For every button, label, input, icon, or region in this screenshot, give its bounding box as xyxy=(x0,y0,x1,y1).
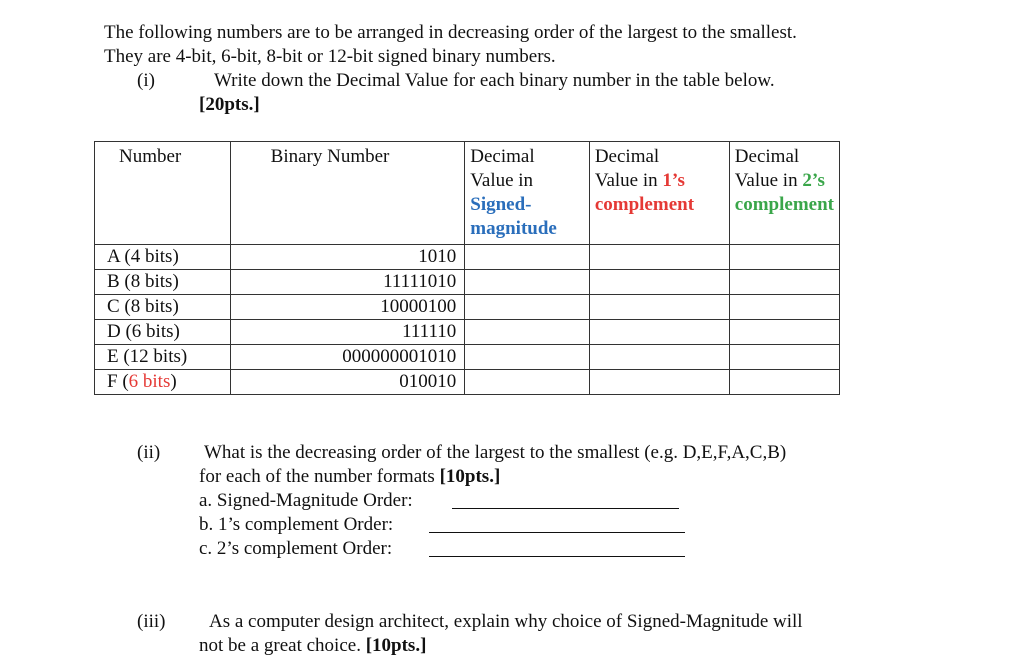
part-i-points: [20pts.] xyxy=(199,94,260,115)
answer-a-label: a. Signed-Magnitude Order: xyxy=(199,490,413,511)
table-row xyxy=(95,295,840,320)
part-iii-line-1: As a computer design architect, explain why choice of Signed-Magnitude will xyxy=(209,611,803,632)
header-oc-line-2 xyxy=(595,169,724,193)
answer-cell-sm-e[interactable] xyxy=(465,345,590,370)
table-row xyxy=(95,345,840,370)
table-row xyxy=(95,370,840,395)
answer-cell-sm-d[interactable] xyxy=(465,320,590,345)
header-sm-line-4: magnitude xyxy=(470,218,557,239)
part-ii-points: [10pts.] xyxy=(439,466,501,487)
header-number xyxy=(95,142,231,245)
header-tc-line-2b: 2’s xyxy=(802,170,825,191)
row-binary-a: 1010 xyxy=(230,245,465,270)
row-label-f xyxy=(95,370,231,395)
header-oc-line-3: complement xyxy=(594,194,695,215)
header-tc-line-3: complement xyxy=(734,194,834,215)
part-iii-label: (iii) xyxy=(137,611,166,632)
header-binary-label: Binary Number xyxy=(270,146,390,167)
answer-a-blank[interactable] xyxy=(452,490,679,509)
answer-cell-oc-d[interactable] xyxy=(589,320,729,345)
answer-cell-oc-f[interactable] xyxy=(589,370,729,395)
row-binary-e: 000000001010 xyxy=(230,345,465,370)
answer-cell-sm-f[interactable] xyxy=(465,370,590,395)
answer-b-blank[interactable] xyxy=(429,514,685,533)
header-oc-line-2a: Value in xyxy=(594,170,663,191)
table-row xyxy=(95,320,840,345)
part-i-instruction: Write down the Decimal Value for each binary number in the table below. xyxy=(214,70,775,91)
answer-cell-sm-b[interactable] xyxy=(465,270,590,295)
answer-c-label: c. 2’s complement Order: xyxy=(199,538,393,559)
row-label-a: A (4 bits) xyxy=(95,245,231,270)
header-sm-line-3: Signed- xyxy=(470,194,532,215)
answer-cell-oc-c[interactable] xyxy=(589,295,729,320)
answer-cell-oc-b[interactable] xyxy=(589,270,729,295)
header-oc-line-1: Decimal xyxy=(594,146,660,167)
header-sm-line-1: Decimal xyxy=(470,146,535,167)
header-tc-line-2 xyxy=(735,169,834,193)
row-label-c: C (8 bits) xyxy=(95,295,231,320)
part-ii-label: (ii) xyxy=(137,442,161,463)
row-label-b: B (8 bits) xyxy=(95,270,231,295)
answer-cell-tc-d[interactable] xyxy=(729,320,839,345)
table-header-row xyxy=(95,142,840,245)
answer-cell-tc-f[interactable] xyxy=(729,370,839,395)
row-binary-f: 010010 xyxy=(230,370,465,395)
part-ii-line-2 xyxy=(199,465,500,489)
answer-b-label: b. 1’s complement Order: xyxy=(199,514,394,535)
row-label-e: E (12 bits) xyxy=(95,345,231,370)
binary-value-table xyxy=(94,141,840,395)
answer-cell-sm-c[interactable] xyxy=(465,295,590,320)
table-row xyxy=(95,245,840,270)
answer-cell-tc-c[interactable] xyxy=(729,295,839,320)
header-tc-line-1: Decimal xyxy=(734,146,800,167)
row-label-f-post: ) xyxy=(170,371,177,392)
part-iii-points: [10pts.] xyxy=(365,635,427,656)
row-binary-d: 111110 xyxy=(230,320,465,345)
intro-line-2: They are 4-bit, 6-bit, 8-bit or 12-bit signed binary numbers. xyxy=(104,46,556,67)
row-binary-c: 10000100 xyxy=(230,295,465,320)
header-number-label: Number xyxy=(119,146,182,167)
header-oc-line-2b: 1’s xyxy=(662,170,685,191)
part-iii-line-2 xyxy=(199,634,426,658)
header-tc-line-2a: Value in xyxy=(734,170,803,191)
answer-cell-oc-a[interactable] xyxy=(589,245,729,270)
answer-cell-tc-a[interactable] xyxy=(729,245,839,270)
part-ii-line-1: What is the decreasing order of the largest to the smallest (e.g. D,E,F,A,C,B) xyxy=(204,442,787,463)
part-iii-line-2-text: not be a great choice. xyxy=(199,635,366,656)
answer-cell-sm-a[interactable] xyxy=(465,245,590,270)
answer-cell-tc-e[interactable] xyxy=(729,345,839,370)
header-signed-magnitude xyxy=(465,142,590,245)
header-sm-line-2: Value in xyxy=(470,170,534,191)
part-i-label: (i) xyxy=(137,70,155,91)
header-binary xyxy=(230,142,465,245)
row-label-d: D (6 bits) xyxy=(95,320,231,345)
row-label-f-bits: 6 bits xyxy=(128,371,171,392)
intro-line-1: The following numbers are to be arranged in decreasing order of the largest to the smallest. xyxy=(104,22,797,43)
header-ones-complement xyxy=(589,142,729,245)
answer-c-blank[interactable] xyxy=(429,538,685,557)
answer-cell-oc-e[interactable] xyxy=(589,345,729,370)
answer-cell-tc-b[interactable] xyxy=(729,270,839,295)
row-label-f-pre: F ( xyxy=(107,371,129,392)
table-row xyxy=(95,270,840,295)
header-twos-complement xyxy=(729,142,839,245)
row-binary-b: 11111010 xyxy=(230,270,465,295)
part-ii-line-2-text: for each of the number formats xyxy=(199,466,440,487)
